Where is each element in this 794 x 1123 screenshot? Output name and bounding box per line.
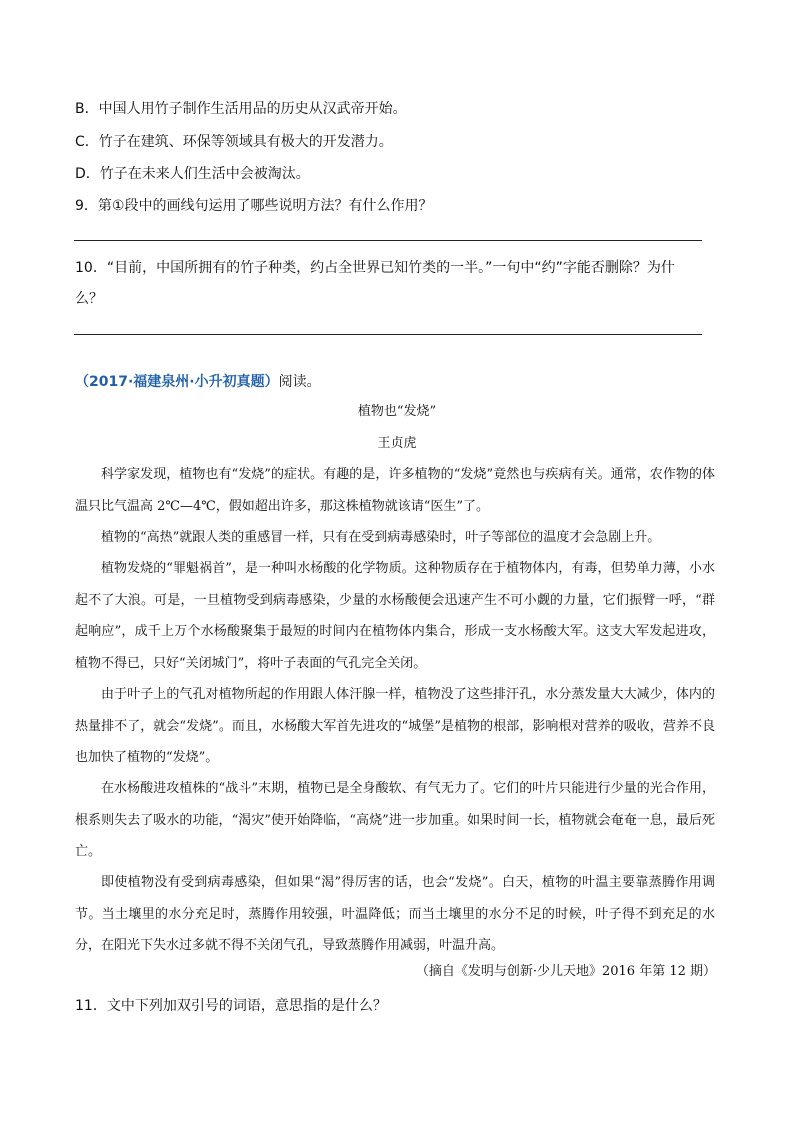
source-text: 阅读。	[278, 374, 321, 390]
option-b: B．中国人用竹子制作生活用品的历史从汉武帝开始。	[75, 101, 407, 117]
article-paragraph-2: 植物的“高热”就跟人类的重感冒一样，只有在受到病毒感染时，叶子等部位的温度才会急剧上升。	[101, 530, 661, 545]
answer-line-10	[74, 334, 702, 335]
source-tag: （2017·福建泉州·小升初真题）	[75, 374, 279, 390]
article-paragraph-4: 由于叶子上的气孔对植物所起的作用跟人体汗腺一样，植物没了这些排汗孔，水分蒸发量大大减少，体内的热量排不了，就会“发烧”。而且，水杨酸大军首先进攻的“城堡”是植物的根部，影响根对营养的吸收，营养不良也加快了植物的“发烧”。	[75, 687, 715, 765]
option-c: C．竹子在建筑、环保等领域具有极大的开发潜力。	[75, 134, 393, 150]
answer-line-9	[74, 240, 702, 241]
article-paragraph-6: 即使植物没有受到病毒感染，但如果“渴”得厉害的话，也会“发烧”。白天，植物的叶温主要靠蒸腾作用调节。当土壤里的水分充足时，蒸腾作用较强，叶温降低；而当土壤里的水分不足的时候，叶子得不到充足的水分，在阳光下失水过多就不得不关闭气孔，导致蒸腾作用减弱，叶温升高。	[75, 875, 715, 953]
article-author: 王贞虎	[377, 436, 417, 451]
question-10-line-2: 么？	[75, 291, 103, 307]
article-paragraph-1: 科学家发现，植物也有“发烧”的症状。有趣的是，许多植物的“发烧”竟然也与疾病有关。通常，农作物的体温只比气温高 2℃—4℃，假如超出许多，那这株植物就该请“医生”了。	[75, 467, 715, 514]
article-paragraph-3: 植物发烧的“罪魁祸首”，是一种叫水杨酸的化学物质。这种物质存在于植物体内，有毒，但势单力薄，小水起不了大浪。可是，一旦植物受到病毒感染，少量的水杨酸便会迅速产生不可小觑的力量，它们振臂一呼，“群起响应”，成千上万个水杨酸聚集于最短的时间内在植物体内集合，形成一支水杨酸大军。这支大军发起进攻，植物不得已，只好“关闭城门”，将叶子表面的气孔完全关闭。	[75, 561, 715, 671]
option-d: D．竹子在未来人们生活中会被淘汰。	[75, 166, 310, 182]
reading-source	[75, 372, 321, 392]
article-title: 植物也“发烧”	[357, 404, 437, 419]
question-9: 9．第①段中的画线句运用了哪些说明方法？有什么作用？	[75, 198, 433, 214]
article-citation: （摘自《发明与创新·少儿天地》2016 年第 12 期）	[415, 964, 716, 979]
question-11: 11．文中下列加双引号的词语，意思指的是什么？	[75, 998, 387, 1014]
question-10-line-1: 10．“目前，中国所拥有的竹子种类，约占全世界已知竹类的一半。”一句中“约”字能否删除？为什	[75, 260, 675, 276]
article-paragraph-5: 在水杨酸进攻植株的“战斗”末期，植物已是全身酸软、有气无力了。它们的叶片只能进行少量的光合作用，根系则失去了吸水的功能，“渴灾”使开始降临，“高烧”进一步加重。如果时间一长，植物就会奄奄一息，最后死亡。	[75, 781, 715, 859]
